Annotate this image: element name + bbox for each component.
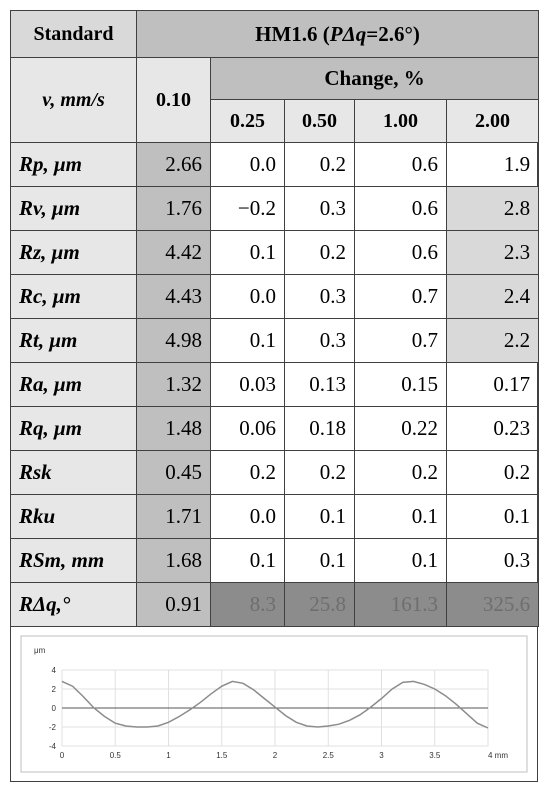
base-value: 2.66 xyxy=(137,143,211,187)
change-value: 161.3 xyxy=(355,583,447,627)
change-value: 0.0 xyxy=(211,143,285,187)
change-value: 0.1 xyxy=(355,495,447,539)
standard-value xyxy=(137,11,539,58)
change-value: 325.6 xyxy=(447,583,539,627)
speed-header: 1.00 xyxy=(355,100,447,143)
base-value: 4.42 xyxy=(137,231,211,275)
speed-header: 0.25 xyxy=(211,100,285,143)
change-value: 0.6 xyxy=(355,143,447,187)
change-value: 0.03 xyxy=(211,363,285,407)
base-value: 1.76 xyxy=(137,187,211,231)
x-tick-label: 2.5 xyxy=(322,751,334,760)
y-tick-label: 4 xyxy=(51,666,56,675)
table-row xyxy=(11,143,539,187)
change-value: 1.9 xyxy=(447,143,539,187)
change-value: 0.1 xyxy=(285,539,355,583)
x-tick-label: 3.5 xyxy=(429,751,441,760)
param-label: Rq, μm xyxy=(11,407,137,451)
param-label: RΔq,° xyxy=(11,583,137,627)
table-row xyxy=(11,407,539,451)
base-value: 1.68 xyxy=(137,539,211,583)
change-value: 0.6 xyxy=(355,187,447,231)
change-value: −0.2 xyxy=(211,187,285,231)
base-value: 1.32 xyxy=(137,363,211,407)
change-value: 0.0 xyxy=(211,495,285,539)
change-value: 0.6 xyxy=(355,231,447,275)
x-tick-label: 3 xyxy=(379,751,384,760)
change-value: 2.2 xyxy=(447,319,539,363)
y-unit-label: μm xyxy=(34,646,46,655)
change-value: 0.17 xyxy=(447,363,539,407)
change-value: 0.13 xyxy=(285,363,355,407)
x-tick-label: 0.5 xyxy=(109,751,121,760)
change-value: 0.1 xyxy=(285,495,355,539)
change-value: 2.3 xyxy=(447,231,539,275)
change-value: 0.06 xyxy=(211,407,285,451)
change-value: 0.3 xyxy=(285,319,355,363)
change-value: 2.8 xyxy=(447,187,539,231)
change-value: 0.1 xyxy=(211,319,285,363)
base-value: 4.98 xyxy=(137,319,211,363)
table-row xyxy=(11,539,539,583)
change-value: 0.3 xyxy=(285,275,355,319)
change-value: 0.2 xyxy=(285,231,355,275)
base-value: 0.91 xyxy=(137,583,211,627)
standard-value-text: HM1.6 (PΔq=2.6°) xyxy=(255,21,420,46)
y-tick-label: -2 xyxy=(48,723,56,732)
y-tick-label: -4 xyxy=(48,742,56,751)
speed-header: 0.50 xyxy=(285,100,355,143)
param-label: Rku xyxy=(11,495,137,539)
change-value: 0.0 xyxy=(211,275,285,319)
table-row xyxy=(11,187,539,231)
change-value: 0.3 xyxy=(447,539,539,583)
param-label: Rv, μm xyxy=(11,187,137,231)
param-label: Rp, μm xyxy=(11,143,137,187)
base-value: 1.48 xyxy=(137,407,211,451)
change-value: 2.4 xyxy=(447,275,539,319)
base-value: 0.45 xyxy=(137,451,211,495)
param-label: Rz, μm xyxy=(11,231,137,275)
param-label: Rsk xyxy=(11,451,137,495)
param-label: RSm, mm xyxy=(11,539,137,583)
table-row xyxy=(11,583,539,627)
change-value: 0.23 xyxy=(447,407,539,451)
change-value: 0.2 xyxy=(285,451,355,495)
change-value: 0.15 xyxy=(355,363,447,407)
change-value: 0.2 xyxy=(211,451,285,495)
v-label-text: v, mm/s xyxy=(42,88,105,111)
change-value: 0.1 xyxy=(211,231,285,275)
speed-header: 2.00 xyxy=(447,100,539,143)
change-value: 25.8 xyxy=(285,583,355,627)
y-tick-label: 2 xyxy=(51,685,56,694)
change-value: 0.2 xyxy=(285,143,355,187)
roughness-table xyxy=(10,10,539,627)
y-tick-label: 0 xyxy=(51,704,56,713)
change-value: 8.3 xyxy=(211,583,285,627)
param-label: Rc, μm xyxy=(11,275,137,319)
x-tick-label: 4 mm xyxy=(488,751,508,760)
x-tick-label: 2 xyxy=(272,751,278,760)
change-value: 0.7 xyxy=(355,319,447,363)
table-row xyxy=(11,319,539,363)
param-label: Ra, μm xyxy=(11,363,137,407)
change-value: 0.7 xyxy=(355,275,447,319)
change-label: Change, % xyxy=(211,58,539,100)
standard-label: Standard xyxy=(11,11,137,58)
table-row xyxy=(11,275,539,319)
v-label xyxy=(11,58,137,143)
change-value: 0.18 xyxy=(285,407,355,451)
change-value: 0.1 xyxy=(447,495,539,539)
x-tick-label: 0 xyxy=(59,751,65,760)
change-value: 0.1 xyxy=(211,539,285,583)
param-label: Rt, μm xyxy=(11,319,137,363)
table-row xyxy=(11,363,539,407)
change-value: 0.3 xyxy=(285,187,355,231)
profile-chart xyxy=(10,622,538,782)
change-value: 0.2 xyxy=(447,451,539,495)
change-value: 0.22 xyxy=(355,407,447,451)
base-value: 1.71 xyxy=(137,495,211,539)
table-row xyxy=(11,495,539,539)
base-value: 4.43 xyxy=(137,275,211,319)
table-row xyxy=(11,451,539,495)
x-tick-label: 1.5 xyxy=(216,751,228,760)
profile-chart-svg xyxy=(10,622,538,782)
table-row xyxy=(11,231,539,275)
x-tick-label: 1 xyxy=(166,751,171,760)
change-value: 0.1 xyxy=(355,539,447,583)
change-value: 0.2 xyxy=(355,451,447,495)
base-speed: 0.10 xyxy=(137,58,211,143)
